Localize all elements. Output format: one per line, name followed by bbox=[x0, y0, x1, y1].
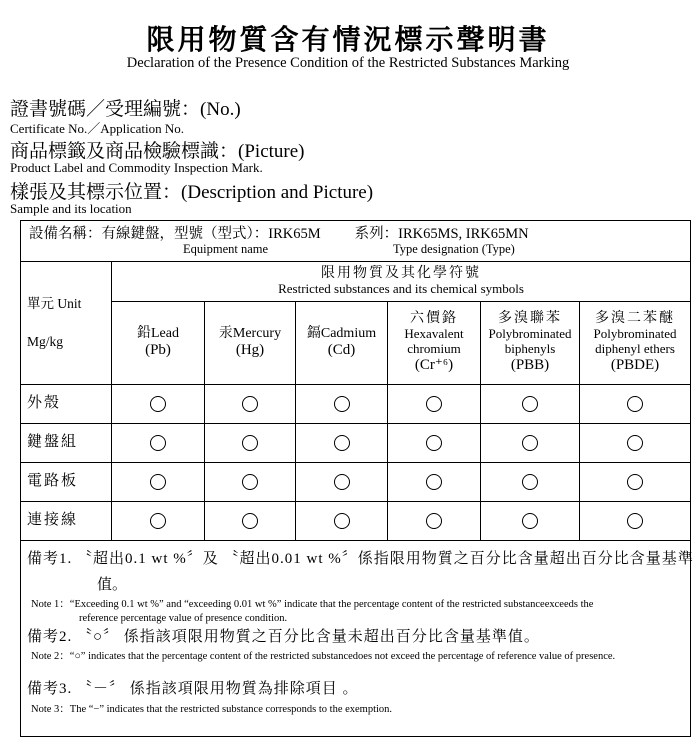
note-3-zh: 備考3. 〝－〞 係指該項限用物質為排除項目 。 bbox=[27, 681, 359, 697]
substance-name-en: Polybrominated bbox=[488, 326, 572, 342]
substance-header-mercury bbox=[205, 302, 296, 385]
equipment-series-label: 系列：IRK65MS, IRK65MN bbox=[354, 225, 529, 242]
circle-icon bbox=[627, 396, 643, 412]
circle-icon bbox=[627, 513, 643, 529]
part-name-cable: 連接線 bbox=[21, 502, 112, 541]
certificate-number-label-en: Certificate No.／Application No. bbox=[10, 121, 185, 136]
sample-location-field bbox=[10, 177, 373, 204]
substance-header-pbde bbox=[580, 302, 691, 385]
substance-header-hexavalent-chromium bbox=[388, 302, 481, 385]
note-1-zh-continuation: 值。 bbox=[97, 577, 128, 593]
presence-cell bbox=[481, 385, 580, 424]
certificate-number-suffix: (No.) bbox=[200, 99, 241, 120]
presence-cell bbox=[205, 502, 296, 541]
equipment-name-label-en: Equipment name bbox=[183, 242, 269, 257]
document-title-english: Declaration of the Presence Condition of the Restricted Substances Marking bbox=[126, 55, 570, 71]
circle-icon bbox=[426, 513, 442, 529]
circle-icon bbox=[150, 474, 166, 490]
presence-cell bbox=[580, 502, 691, 541]
substance-name: 鎘Cadmium bbox=[306, 326, 377, 342]
circle-icon bbox=[627, 474, 643, 490]
substance-symbol: (Cr⁺⁶) bbox=[414, 357, 454, 374]
part-name-housing: 外殼 bbox=[21, 385, 112, 424]
table-row bbox=[21, 385, 691, 424]
presence-cell bbox=[296, 502, 388, 541]
circle-icon bbox=[522, 474, 538, 490]
circle-icon bbox=[426, 474, 442, 490]
table-row bbox=[21, 502, 691, 541]
presence-cell bbox=[580, 463, 691, 502]
table-row bbox=[21, 463, 691, 502]
substance-header-lead bbox=[112, 302, 205, 385]
presence-cell bbox=[112, 424, 205, 463]
circle-icon bbox=[334, 435, 350, 451]
substance-symbol: (Hg) bbox=[235, 342, 265, 359]
substance-name-en: biphenyls bbox=[504, 341, 556, 357]
sample-location-field-zh: 樣張及其標示位置： bbox=[10, 182, 182, 203]
circle-icon bbox=[334, 513, 350, 529]
presence-cell bbox=[112, 502, 205, 541]
substance-symbol: (Pb) bbox=[145, 342, 171, 359]
circle-icon bbox=[426, 435, 442, 451]
circle-icon bbox=[334, 474, 350, 490]
note-1-zh: 備考1. 〝超出0.1 wt %〞及 〝超出0.01 wt %〞係指限用物質之百分比含量超出百分比含量基準 bbox=[27, 551, 694, 567]
presence-cell bbox=[580, 385, 691, 424]
presence-cell bbox=[388, 463, 481, 502]
substance-name: 鉛Lead bbox=[137, 326, 179, 342]
circle-icon bbox=[150, 513, 166, 529]
substance-name-en: Hexavalent bbox=[404, 326, 464, 342]
notes-section bbox=[21, 541, 694, 737]
presence-cell bbox=[205, 385, 296, 424]
sample-location-field-suffix: (Description and Picture) bbox=[181, 182, 374, 203]
presence-cell bbox=[580, 424, 691, 463]
circle-icon bbox=[150, 396, 166, 412]
sample-location-field-en: Sample and its location bbox=[10, 201, 132, 216]
substance-symbol: (Cd) bbox=[327, 342, 356, 359]
restricted-substances-table bbox=[20, 220, 694, 737]
circle-icon bbox=[522, 513, 538, 529]
circle-icon bbox=[522, 396, 538, 412]
product-label-field-en: Product Label and Commodity Inspection Mark. bbox=[10, 160, 263, 175]
note-2-en: Note 2：“○” indicates that the percentage content of the restricted substancedoes not exceed the percentage of reference value of presence. bbox=[31, 651, 616, 662]
presence-cell bbox=[112, 385, 205, 424]
unit-value: Mg/kg bbox=[27, 334, 64, 349]
restricted-substances-header-zh: 限用物質及其化學符號 bbox=[321, 265, 482, 281]
note-1-en-continuation: reference percentage value of presence condition. bbox=[79, 613, 288, 624]
substance-name: 汞Mercury bbox=[218, 326, 282, 342]
circle-icon bbox=[150, 435, 166, 451]
substance-name-zh: 多溴聯苯 bbox=[498, 311, 562, 327]
presence-cell bbox=[296, 463, 388, 502]
presence-cell bbox=[481, 463, 580, 502]
product-label-field-suffix: (Picture) bbox=[238, 141, 305, 162]
presence-cell bbox=[205, 463, 296, 502]
circle-icon bbox=[242, 513, 258, 529]
note-3-en: Note 3：The “−” indicates that the restricted substance corresponds to the exemption. bbox=[31, 704, 393, 715]
note-1-en: Note 1：“Exceeding 0.1 wt %” and “exceeding 0.01 wt %” indicate that the percentage content of the restricted substanceexceeds the bbox=[31, 599, 594, 610]
substance-header-cadmium bbox=[296, 302, 388, 385]
table-row bbox=[21, 424, 691, 463]
circle-icon bbox=[334, 396, 350, 412]
substance-symbol: (PBB) bbox=[510, 357, 550, 374]
presence-cell bbox=[205, 424, 296, 463]
presence-cell bbox=[388, 385, 481, 424]
product-label-field bbox=[10, 136, 305, 163]
substance-name-en: chromium bbox=[407, 341, 461, 357]
substance-name-en: Polybrominated bbox=[593, 326, 677, 342]
unit-header-cell bbox=[21, 262, 112, 385]
document-title: 限用物質含有情況標示聲明書 bbox=[146, 25, 550, 56]
presence-cell bbox=[481, 502, 580, 541]
presence-cell bbox=[481, 424, 580, 463]
equipment-name-label: 設備名稱：有線鍵盤，型號（型式）：IRK65M bbox=[29, 225, 321, 242]
circle-icon bbox=[627, 435, 643, 451]
restricted-substances-header bbox=[112, 262, 691, 302]
product-label-field-zh: 商品標籤及商品檢驗標識： bbox=[10, 141, 239, 162]
note-2-zh: 備考2. 〝○〞 係指該項限用物質之百分比含量未超出百分比含量基準值。 bbox=[27, 629, 540, 645]
substance-header-pbb bbox=[481, 302, 580, 385]
circle-icon bbox=[242, 435, 258, 451]
circle-icon bbox=[242, 474, 258, 490]
restricted-substances-header-en: Restricted substances and its chemical symbols bbox=[278, 281, 524, 297]
unit-label: 單元 Unit bbox=[27, 296, 82, 312]
type-designation-label-en: Type designation (Type) bbox=[393, 242, 515, 257]
substance-name-zh: 多溴二苯醚 bbox=[595, 311, 676, 327]
presence-cell bbox=[388, 502, 481, 541]
presence-cell bbox=[112, 463, 205, 502]
certificate-number-label bbox=[10, 94, 241, 121]
circle-icon bbox=[522, 435, 538, 451]
part-name-keyboard-assembly: 鍵盤組 bbox=[21, 424, 112, 463]
substance-symbol: (PBDE) bbox=[610, 357, 660, 374]
circle-icon bbox=[242, 396, 258, 412]
presence-cell bbox=[296, 424, 388, 463]
substance-name-zh: 六價鉻 bbox=[410, 311, 458, 327]
presence-cell bbox=[388, 424, 481, 463]
equipment-info-cell bbox=[21, 221, 691, 262]
part-name-circuit-board: 電路板 bbox=[21, 463, 112, 502]
presence-cell bbox=[296, 385, 388, 424]
circle-icon bbox=[426, 396, 442, 412]
certificate-number-label-zh: 證書號碼／受理編號： bbox=[10, 99, 201, 120]
substance-name-en: diphenyl ethers bbox=[595, 341, 675, 357]
